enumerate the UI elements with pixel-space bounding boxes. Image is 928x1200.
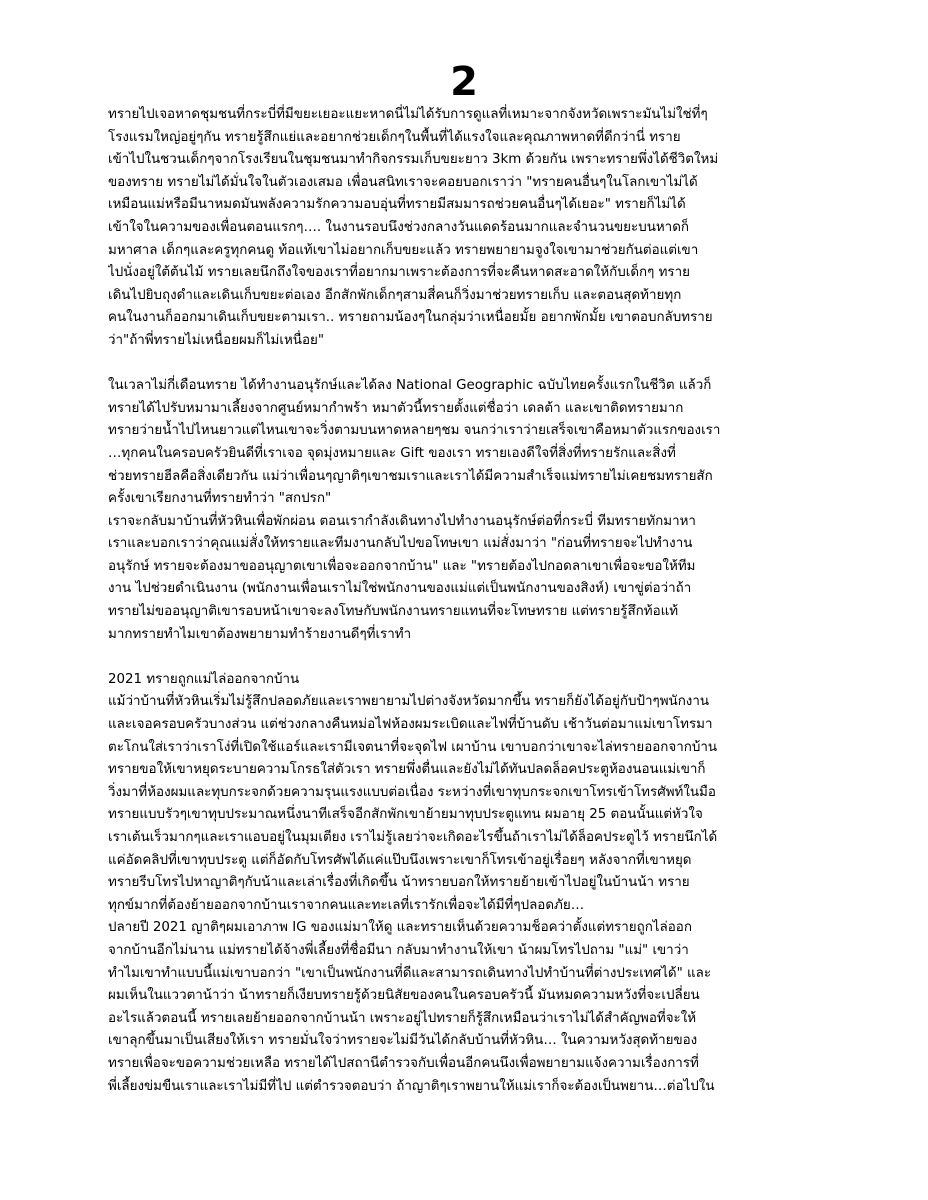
text-line: …ทุกคนในครอบครัวยินดีที่เราเจอ จุดมุ่งหมายและ Gift ของเรา ทรายเองดีใจที่สิ่งที่ทรายรักและสิ่งที่ <box>108 445 676 461</box>
text-line: ทรายไปเจอหาดชุมชนที่กระบี่ที่มีขยะเยอะแยะหาดนี่ไม่ได้รับการดูแลที่เหมาะจากจังหวัดเพราะมันไม่ใช่ที่ๆ <box>108 107 708 122</box>
text-line: ผมเห็นในแววตาน้าว่า น้าทรายก็เงียบทรายรู้ด้วยนิสัยของคนในครอบครัวนี้ มันหมดความหวังที่จะเปลี่ยน <box>108 988 700 1004</box>
paragraph-beach-cleanup <box>108 104 820 353</box>
paragraph-2021-evicted <box>108 669 820 1098</box>
body-text <box>108 104 820 1098</box>
text-line: มากทรายทำไมเขาต้องพยายามทำร้ายงานดีๆที่เราทำ <box>108 626 412 642</box>
text-line: ทุกข์มากที่ต้องย้ายออกจากบ้านเราจากคนและทะเลที่เรารักเพื่อจะได้มีที่ๆปลอดภัย… <box>108 897 585 913</box>
text-line: ทรายว่ายน้ำไปไหนยาวแต่ไหนเขาจะวิ่งตามบนหาดหลายๆชม จนกว่าเราว่ายเสร็จเขาคือหมาตัวแรกของเรา <box>108 423 721 439</box>
text-line: ว่า"ถ้าพี่ทรายไม่เหนื่อยผมก็ไม่เหนื่อย" <box>108 332 324 348</box>
text-line: เราและบอกเราว่าคุณแม่สั่งให้ทรายและทีมงานกลับไปขอโทษเขา แม่สั่งมาว่า "ก่อนที่ทรายจะไปทำงาน <box>108 536 693 552</box>
text-line: เข้าไปในชวนเด็กๆจากโรงเรียนในชุมชนมาทำกิจกรรมเก็บขยะยาว 3km ด้วยกัน เพราะทรายพึ่งได้ชีวิตใหม่ <box>108 152 719 168</box>
text-line: ทรายรีบโทรไปหาญาติๆกับน้าและเล่าเรื่องที่เกิดขึ้น น้าทรายบอกให้ทรายย้ายเข้าไปอยู่ในบ้านน้า ทราย <box>108 875 690 891</box>
text-line: เราเต้นเร็วมากๆและเราแอบอยู่ในมุมเตียง เราไม่รู้เลยว่าจะเกิดอะไรขึ้นถ้าเราไม่ได้ล็อคประตูไว้ ทรายนึกได้ <box>108 830 718 845</box>
text-line: มหาศาล เด็กๆและครูทุกคนดู ท้อแท้เขาไม่อยากเก็บขยะแล้ว ทรายพยายามจูงใจเขามาช่วยกันต่อแต่เขา <box>108 242 699 258</box>
text-line: 2021 ทรายถูกแม่ไล่ออกจากบ้าน <box>108 671 300 687</box>
text-line: จากบ้านอีกไม่นาน แม่ทรายได้จ้างพี่เลี้ยงที่ชื่อมีนา กลับมาทำงานให้เขา น้าผมโทรไปถาม "แม่" เขาว่า <box>108 942 689 958</box>
text-line: และเจอครอบครัวบางส่วน แต่ช่วงกลางคืนหม่อไฟห้องผมระเบิดและไฟที่บ้านดับ เช้าวันต่อมาแม่เขาโทรมา <box>108 717 713 733</box>
text-line: โรงแรมใหญ่อยู่ๆกัน ทรายรู้สึกแย่และอยากช่วยเด็กๆในพื้นที่ได้แรงใจและคุณภาพหาดที่ดีกว่านี่ ทราย <box>108 129 681 145</box>
text-line: ทรายได้ไปรับหมามาเลี้ยงจากศูนย์หมากำพร้า หมาตัวนี้ทรายตั้งแต่ชื่อว่า เดลต้า และเขาติดทรายมาก <box>108 400 684 416</box>
text-line: ไปนั่งอยู่ใต้ต้นไม้ ทรายเลยนึกถึงใจของเราที่อยากมาเพราะต้องการที่จะคืนหาดสะอาดให้กับเด็กๆ ทราย <box>108 265 690 281</box>
text-line: เข้าใจในความของเพื่อนตอนแรกๆ…. ในงานรอบนึงช่วงกลางวันแดดร้อนมากและจำนวนขยะบนหาดก็ <box>108 219 690 235</box>
page-number: 2 <box>450 59 478 105</box>
text-line: อนุรักษ์ ทรายจะต้องมาขออนุญาตเขาเพื่อจะออกจากบ้าน" และ "ทรายต้องไปกอดลาเขาเพื่อจะขอให้ทีม <box>108 558 696 574</box>
text-line: เขาลุกขึ้นมาเป็นเสียงให้เรา ทรายมั่นใจว่าทรายจะไม่มีวันได้กลับบ้านที่หัวหิน… ในความหวังสุดท้ายของ <box>108 1033 698 1049</box>
text-line: คนในงานก็ออกมาเดินเก็บขยะตามเรา.. ทรายถามน้องๆในกลุ่มว่าเหนื่อยมั้ย อยากพักมั้ย เขาตอบกลับทราย <box>108 310 713 326</box>
text-line: ทรายขอให้เขาหยุดระบายความโกรธใส่ตัวเรา ทรายพึ่งตื่นและยังไม่ได้ทันปลดล็อคประตูห้องนอนแม่เขาก็ <box>108 762 706 778</box>
text-line: ปลายปี 2021 ญาติๆผมเอาภาพ IG ของแม่มาให้ดู และทรายเห็นด้วยความช็อคว่าตั้งแต่ทรายถูกไล่ออก <box>108 920 692 936</box>
paragraph-gap <box>108 646 820 669</box>
text-line: เหมือนแม่หรือมีนาหมดมันพลังความรักความอบอุ่นที่ทรายมีสมมารถช่วยคนอื่นๆได้เยอะ" ทรายก็ไม่ได้ <box>108 197 686 213</box>
text-line: ตะโกนใส่เราว่าเราโง่ที่เปิดใช้แอร์และเรามีเจตนาที่จะจุดไฟ เผาบ้าน เขาบอกว่าเขาจะไล่ทรายออกจากบ้าน <box>108 739 718 755</box>
text-line: ทรายเพื่อจะขอความช่วยเหลือ ทรายได้ไปสถานีตำรวจกับเพื่อนอีกคนนึงเพื่อพยายามแจ้งความเรื่องการที่ <box>108 1055 699 1071</box>
text-line: ครั้งเขาเรียกงานที่ทรายทำว่า "สกปรก" <box>108 491 332 507</box>
text-line: ของทราย ทรายไม่ได้มั่นใจในตัวเองเสมอ เพื่อนสนิทเราจะคอยบอกเราว่า "ทรายคนอื่นๆในโลกเขาไม่ได้ <box>108 174 698 190</box>
text-line: ทรายแบบรัวๆเขาทุบประมาณหนึ่งนาทีเสร็จอีกสักพักเขาย้ายมาทุบประตูแทน ผมอายุ 25 ตอนนั้นแต่หัวใจ <box>108 807 703 823</box>
text-line: แม้ว่าบ้านที่หัวหินเริ่มไม่รู้สึกปลอดภัยและเราพยายามไปต่างจังหวัดมากขึ้น ทรายก็ยังได้อยู่กับป้าๆพนักงาน <box>108 694 710 710</box>
text-line: วิ่งมาที่ห้องผมและทุบกระจกด้วยความรุนแรงแบบต่อเนื่อง ระหว่างที่เขาทุบกระจกเขาโทรเข้าโทรศัพท์ในมือ <box>108 784 716 800</box>
text-line: ทรายไม่ขออนุญาติเขารอบหน้าเขาจะลงโทษกับพนักงานทรายแทนที่จะโทษทราย แต่ทรายรู้สึกท้อแท้ <box>108 604 679 620</box>
text-line: แค่อัดคลิปที่เขาทุบประตู แต่ก็อัดกับโทรศัพได้แค่แป๊บนึงเพราะเขาก็โทรเข้าอยู่เรื่อยๆ หลังจากที่เขาหยุด <box>108 852 692 868</box>
text-line: เราจะกลับมาบ้านที่หัวหินเพื่อพักผ่อน ตอนเรากำลังเดินทางไปทำงานอนุรักษ์ต่อที่กระบี่ ทีมทรายทักมาหา <box>108 513 696 529</box>
text-line: งาน ไปช่วยดำเนินงาน (พนักงานเพื่อนเราไม่ใช่พนักงานของแม่แต่เป็นพนักงานของสิงห์) เขาขู่ต่อว่าถ้า <box>108 581 692 597</box>
text-line: อะไรแล้วตอนนี้ ทรายเลยย้ายออกจากบ้านน้า เพราะอยู่ไปทรายก็รู้สึกเหมือนว่าเราไม่ได้สำคัญพอที่จะให้ <box>108 1010 697 1026</box>
paragraph-conservation-work <box>108 375 820 646</box>
text-line: ในเวลาไม่กี่เดือนทราย ได้ทำงานอนุรักษ์และได้ลง National Geographic ฉบับไทยครั้งแรกในชีวิต แล้วก็ <box>108 378 712 394</box>
paragraph-gap <box>108 353 820 376</box>
text-line: ทำไมเขาทำแบบนี้แม่เขาบอกว่า "เขาเป็นพนักงานที่ดีและสามารถเดินทางไปทำบ้านที่ต่างประเทศได้" และ <box>108 965 712 981</box>
text-line: ช่วยทรายฮีลคือสิ่งเดียวกัน แม่ว่าเพื่อนๆญาติๆเขาชมเราและเราได้มีความสำเร็จแม่ทรายไม่เคยชมทรายสัก <box>108 468 713 484</box>
text-line: พี่เลี้ยงข่มขืนเราและเราไม่มีที่ไป แต่ตำรวจตอบว่า ถ้าญาติๆเราพยานให้แม่เราก็จะต้องเป็นพยาน…ต่อไปใน <box>108 1078 715 1094</box>
text-line: เดินไปยิบถุงดำและเดินเก็บขยะต่อเอง อีกสักพักเด็กๆสามสี่คนก็วิ่งมาช่วยทรายเก็บ และตอนสุดท้ายทุก <box>108 287 682 303</box>
